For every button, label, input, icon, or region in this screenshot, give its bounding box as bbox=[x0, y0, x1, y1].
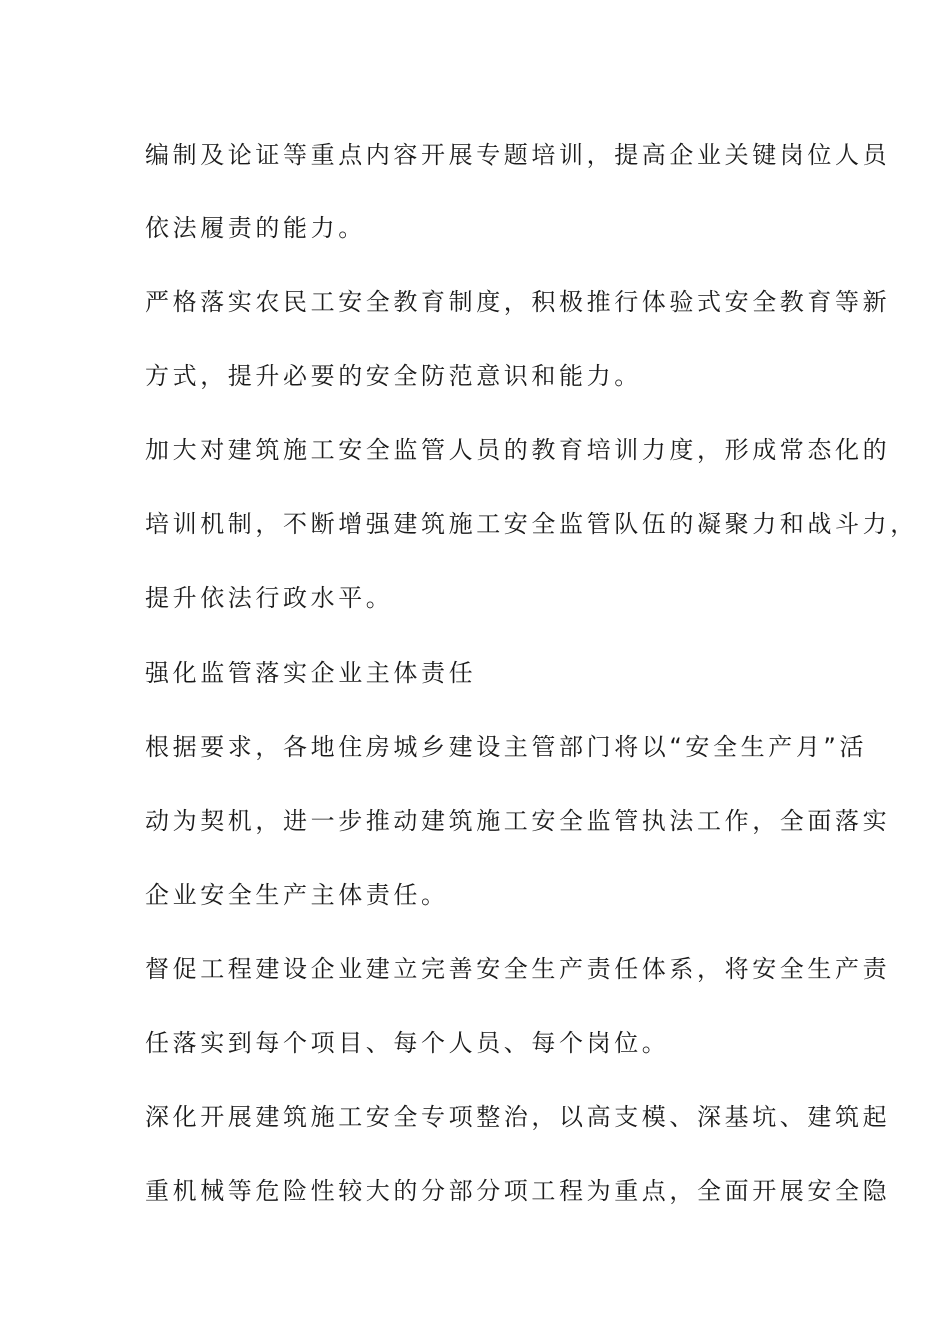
paragraph-line: 依法履责的能力。 bbox=[145, 214, 366, 242]
paragraph-line: 方式，提升必要的安全防范意识和能力。 bbox=[145, 362, 642, 390]
paragraph-line: 重机械等危险性较大的分部分项工程为重点，全面开展安全隐 bbox=[145, 1177, 891, 1205]
paragraph-line: 培训机制，不断增强建筑施工安全监管队伍的凝聚力和战斗力， bbox=[145, 510, 918, 538]
paragraph-line: 任落实到每个项目、每个人员、每个岗位。 bbox=[145, 1029, 670, 1057]
paragraph-line: 根据要求，各地住房城乡建设主管部门将以“安全生产月”活 bbox=[145, 733, 868, 761]
paragraph-line: 深化开展建筑施工安全专项整治，以高支模、深基坑、建筑起 bbox=[145, 1103, 891, 1131]
paragraph-line: 提升依法行政水平。 bbox=[145, 584, 394, 612]
paragraph-line: 加大对建筑施工安全监管人员的教育培训力度，形成常态化的 bbox=[145, 436, 891, 464]
paragraph-line: 严格落实农民工安全教育制度，积极推行体验式安全教育等新 bbox=[145, 288, 891, 316]
paragraph-line: 督促工程建设企业建立完善安全生产责任体系，将安全生产责 bbox=[145, 955, 891, 983]
paragraph-line: 动为契机，进一步推动建筑施工安全监管执法工作，全面落实 bbox=[145, 807, 891, 835]
section-heading: 强化监管落实企业主体责任 bbox=[145, 659, 477, 687]
paragraph-line: 企业安全生产主体责任。 bbox=[145, 881, 449, 909]
paragraph-line: 编制及论证等重点内容开展专题培训，提高企业关键岗位人员 bbox=[145, 141, 891, 169]
